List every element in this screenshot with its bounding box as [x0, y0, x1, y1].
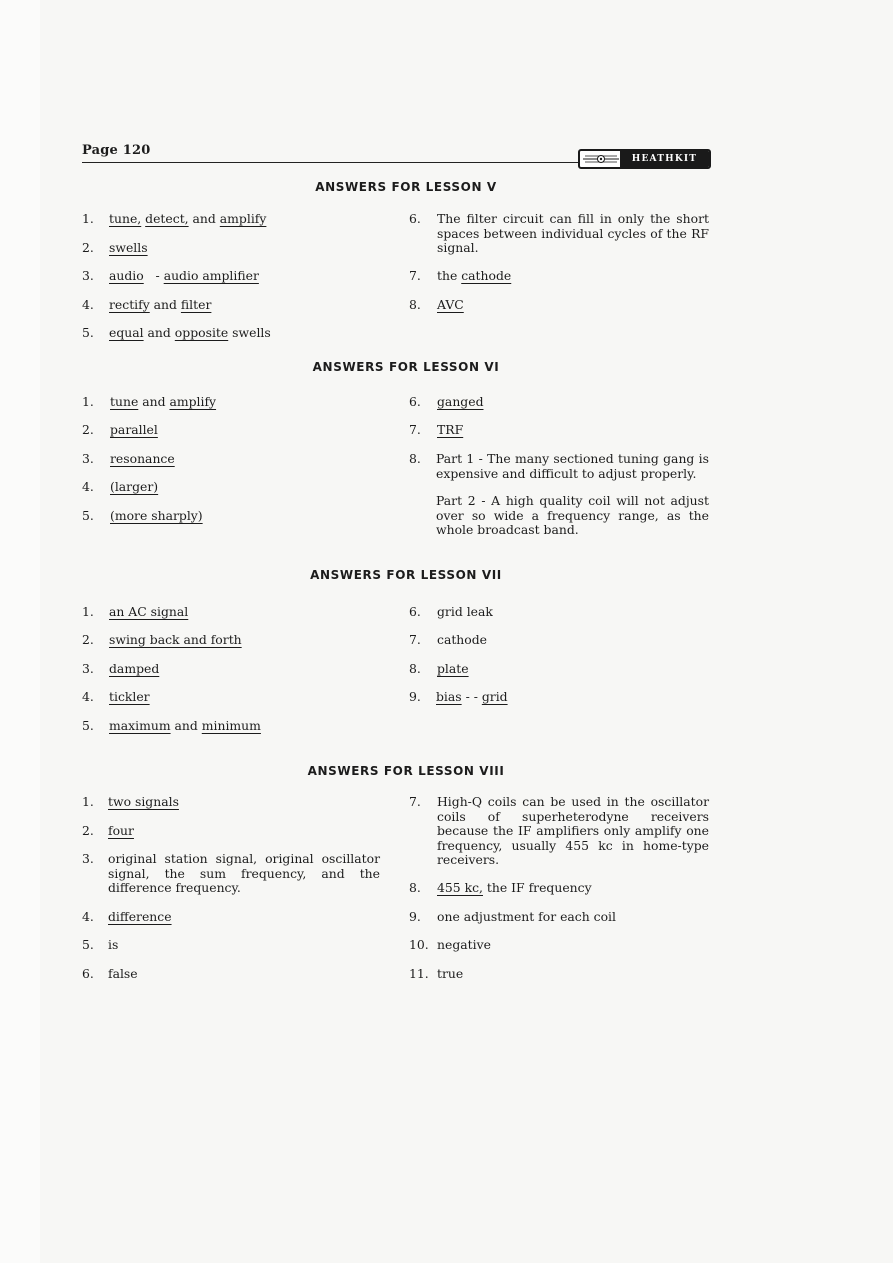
lesson-title: ANSWERS FOR LESSON V: [315, 180, 497, 194]
logo-text: HEATHKIT: [620, 151, 709, 167]
header-rule: [82, 162, 580, 163]
logo-emblem-icon: [583, 153, 619, 165]
lesson-title: ANSWERS FOR LESSON VI: [312, 360, 500, 374]
lesson-title: ANSWERS FOR LESSON VII: [310, 568, 502, 582]
document-page: Page 120 HEATHKIT ANSWERS FOR LESSON V 1. tune, detect, and amplify 2. swells 3. audio - audio amplifier 4. rectify and filter 5. equal and opposite swells 6. The filter circuit can fill in only the short spaces between individual cycles of the RF signal. 7. the cathode 8. AVC ANSWERS FOR LESSON VI 1. tune and amplify 2. parallel 3. resonance 4. (larger) 5. (more sharply) 6. ganged 7. TRF 8. Part 1 - The many sectioned tuning gang is expensive and difficult to adjust properly. Part 2 - A high quality coil will not adjust over so wide a frequency range, as the whole broadcast band. ANSWERS FOR LESSON VII 1. an AC signal 2. swing back and forth 3. damped 4. tickler 5. maximum and minimum 6. grid leak 7. cathode 8. plate 9. bias - - grid ANSWERS FOR LESSON VIII 1. two signals 2. four 3. original station signal, original oscillator signal, the sum frequency, and the difference frequency. 4. difference 5. is 6. false 7. High-Q coils can be used in the oscillator coils of superheterodyne receivers because the IF amplifiers only amplify one frequency, usually 455 kc in home-type receivers. 8. 455 kc, the IF frequency 9. one adjustment for each coil 10. negative 11. true: [0, 0, 893, 1263]
lesson-title: ANSWERS FOR LESSON VIII: [307, 764, 505, 778]
heathkit-logo: [578, 149, 711, 169]
page-number: Page 120: [82, 143, 151, 158]
